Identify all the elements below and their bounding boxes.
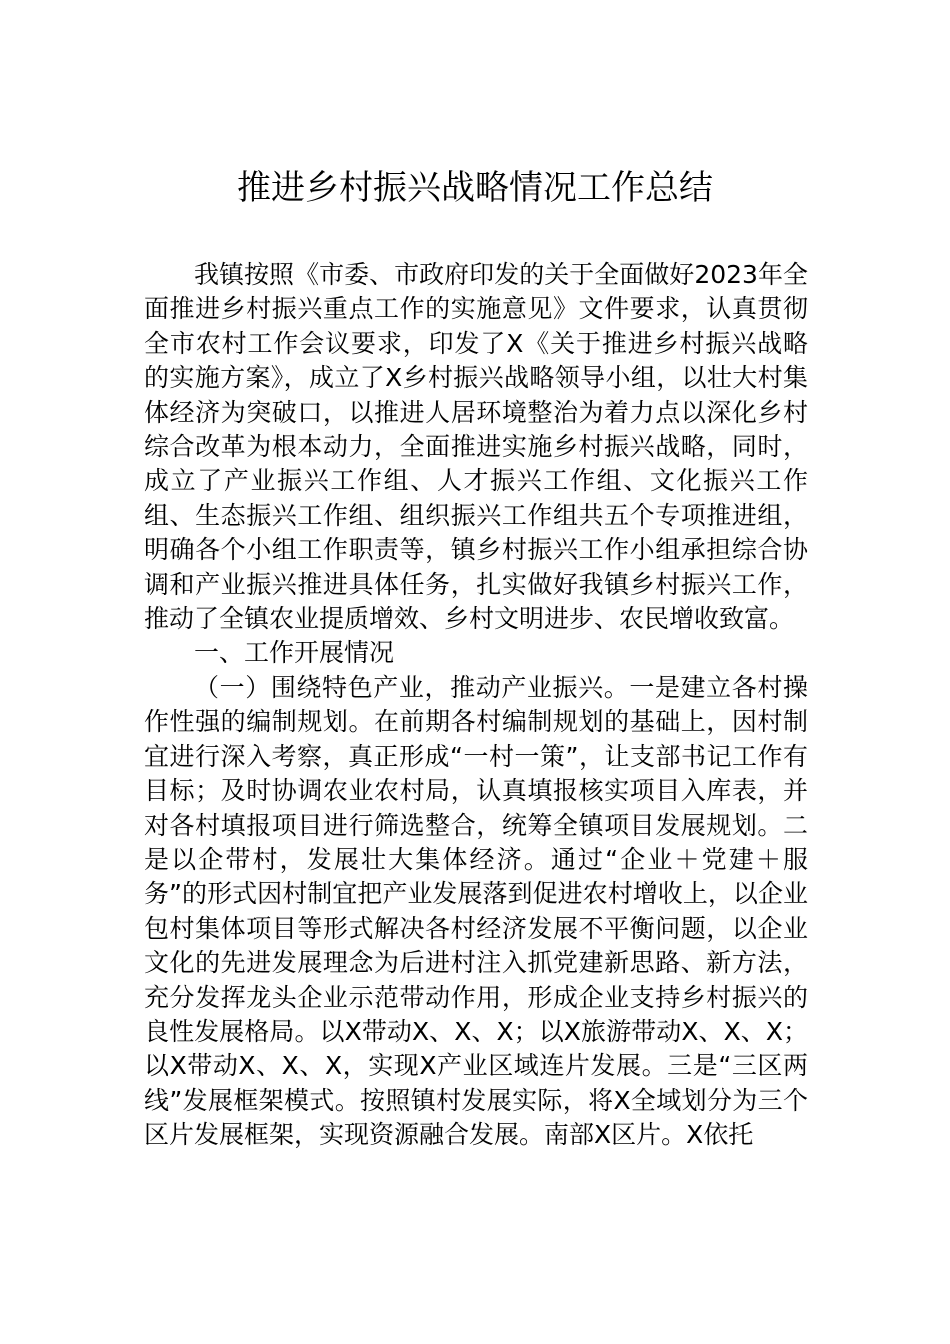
document-title: 推进乡村振兴战略情况工作总结 [237,168,713,208]
document-body [144,258,808,1153]
section-heading: 一、工作开展情况 [194,638,395,668]
section-paragraph: （一）围绕特色产业，推动产业振兴。一是建立各村操作性强的编制规划。在前期各村编制规划的基础上，因村制宜进行深入考察，真正形成“一村一策”，让支部书记工作有目标；及时协调农业农村局，认真填报核实项目入库表，并对各村填报项目进行筛选整合，统筹全镇项目发展规划。二是以企带村，发展壮大集体经济。通过“企业＋党建＋服务”的形式因村制宜把产业发展落到促进农村增收上，以企业包村集体项目等形式解决各村经济发展不平衡问题，以企业文化的先进发展理念为后进村注入抓党建新思路、新方法，充分发挥龙头企业示范带动作用，形成企业支持乡村振兴的良性发展格局。以X带动X、X、X；以X旅游带动X、X、X；以X带动X、X、X，实现X产业区域连片发展。三是“三区两线”发展框架模式。按照镇村发展实际，将X全域划分为三个区片发展框架，实现资源融合发展。南部X区片。X依托 [144,672,808,1150]
intro-paragraph: 我镇按照《市委、市政府印发的关于全面做好2023年全面推进乡村振兴重点工作的实施意见》文件要求，认真贯彻全市农村工作会议要求，印发了X《关于推进乡村振兴战略的实施方案》，成立了X乡村振兴战略领导小组，以壮大村集体经济为突破口，以推进人居环境整治为着力点以深化乡村综合改革为根本动力，全面推进实施乡村振兴战略，同时，成立了产业振兴工作组、人才振兴工作组、文化振兴工作组、生态振兴工作组、组织振兴工作组共五个专项推进组，明确各个小组工作职责等，镇乡村振兴工作小组承担综合协调和产业振兴推进具体任务，扎实做好我镇乡村振兴工作，推动了全镇农业提质增效、乡村文明进步、农民增收致富。 [144,260,808,634]
